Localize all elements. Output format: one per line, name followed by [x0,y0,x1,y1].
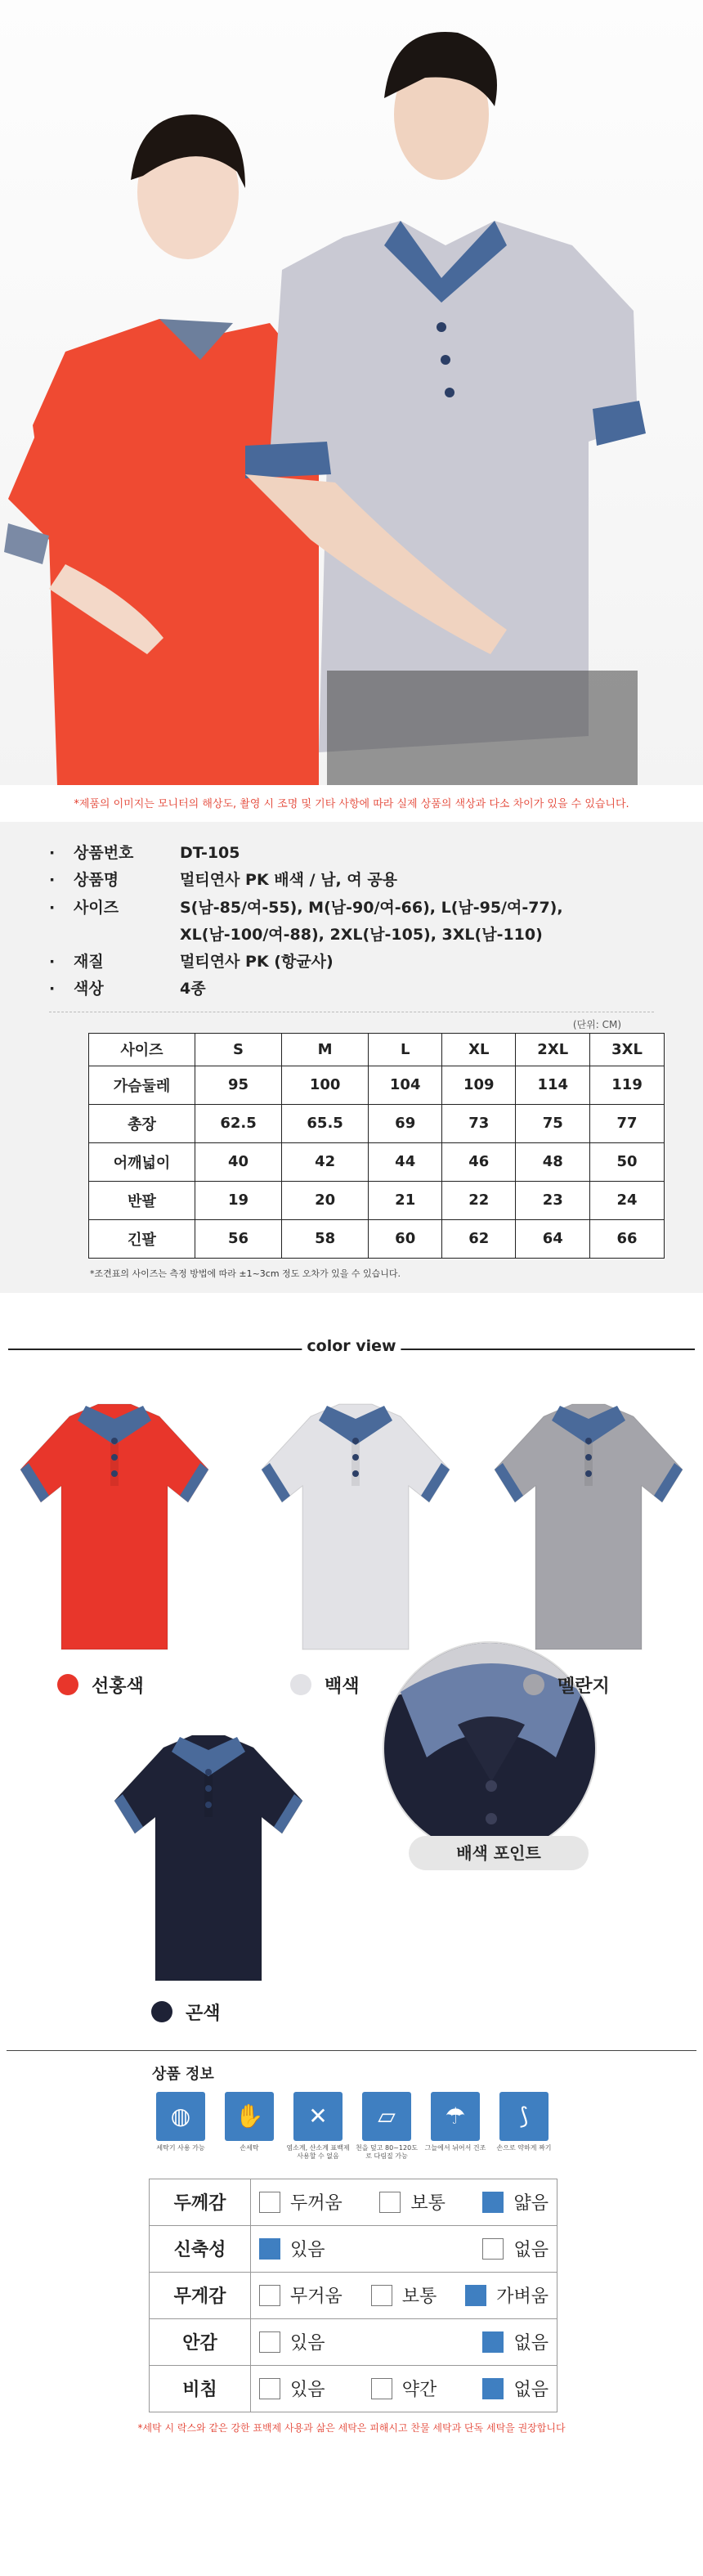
size-cell: 23 [516,1181,590,1219]
table-row [150,2365,557,2412]
info-divider [7,2050,696,2051]
no-bleach-icon: ✕ [293,2092,343,2141]
checkbox-checked[interactable] [482,2331,504,2353]
spec-value [180,867,654,894]
size-header-cell: S [195,1033,282,1066]
table-row [150,2179,557,2225]
wash-note: *세탁 시 락스와 같은 강한 표백제 사용과 삶은 세탁은 피해시고 찬물 세탁과 단독 세탁을 권장합니다 [137,2421,566,2434]
color-name: 멜란지 [557,1676,610,1697]
size-cell: 20 [282,1181,369,1219]
attribute-table [149,2179,557,2412]
color-option[interactable] [57,1672,144,1698]
product-info-title: 상품 정보 [152,2065,214,2083]
bullet: · [49,844,56,862]
size-cell: 56 [195,1219,282,1258]
size-cell: 69 [369,1104,442,1142]
size-cell: 46 [442,1142,516,1181]
option-label: 두꺼움 [290,2193,343,2214]
checkbox[interactable] [482,2238,504,2260]
care-icon-item [217,2092,281,2170]
polo-shirt-icon [16,1396,213,1658]
size-cell: 22 [442,1181,516,1219]
attribute-options [251,2179,557,2225]
size-table [88,1033,665,1259]
option-0-0[interactable] [259,2189,343,2215]
color-disclaimer: *제품의 이미지는 모니터의 해상도, 촬영 시 조명 및 기타 사항에 따라 실제 상품의 색상과 다소 차이가 있을 수 있습니다. [0,785,703,822]
size-cell: 62 [442,1219,516,1258]
option-label: 보통 [410,2193,446,2214]
spec-value-line: 4종 [180,980,206,999]
size-cell: 24 [590,1181,665,1219]
bullet: · [49,953,56,971]
spec-value [180,949,654,976]
option-label: 무거움 [290,2287,343,2307]
checkbox-checked[interactable] [259,2238,280,2260]
checkbox[interactable] [259,2331,280,2353]
color-name: 선홍색 [92,1676,144,1697]
option-label: 얇음 [513,2193,549,2214]
option-2-0[interactable] [259,2282,343,2308]
attribute-label: 안감 [150,2318,251,2365]
table-row [89,1219,665,1258]
color-dot [523,1674,544,1695]
shirt-swatch-image[interactable] [110,1727,307,1992]
care-caption: 염소계, 산소계 표백제 사용할 수 없음 [286,2143,350,2160]
spec-key: 사이즈 [74,898,119,917]
attribute-label: 비침 [150,2365,251,2412]
size-header-cell: M [282,1033,369,1066]
attribute-label: 신축성 [150,2225,251,2272]
washer-icon: ◍ [156,2092,205,2141]
option-1-1[interactable] [482,2236,549,2261]
polo-shirt-icon [490,1396,687,1658]
size-cell: 58 [282,1219,369,1258]
shirt-swatch-image[interactable] [490,1396,687,1661]
polo-shirt-icon [110,1727,307,1989]
care-caption: 세탁기 사용 가능 [156,2143,205,2152]
size-cell: 64 [516,1219,590,1258]
color-view-heading: color view [302,1337,401,1355]
option-2-2[interactable] [465,2282,549,2308]
size-header-row [89,1033,665,1066]
option-0-1[interactable] [379,2189,446,2215]
bullet: · [49,898,56,917]
spec-row [49,867,654,894]
size-cell: 100 [282,1066,369,1104]
checkbox[interactable] [371,2285,392,2306]
option-label: 있음 [290,2333,325,2354]
size-cell: 77 [590,1104,665,1142]
size-row-label: 반팔 [89,1181,195,1219]
hero-model-photo [0,0,703,785]
option-label: 없음 [513,2240,549,2260]
option-2-1[interactable] [371,2282,437,2308]
checkbox-checked[interactable] [465,2285,486,2306]
care-caption: 그늘에서 뉘어서 건조 [424,2143,486,2152]
checkbox-checked[interactable] [482,2378,504,2399]
size-header-cell: 2XL [516,1033,590,1066]
spec-value-line: S(남-85/여-55), M(남-90/여-66), L(남-95/여-77), [180,898,563,917]
color-dot [151,2001,172,2022]
option-label: 있음 [290,2380,325,2400]
size-header-cell: 3XL [590,1033,665,1066]
polo-shirt-icon [257,1396,454,1658]
size-cell: 109 [442,1066,516,1104]
size-cell: 73 [442,1104,516,1142]
care-icon-item [492,2092,556,2170]
size-cell: 40 [195,1142,282,1181]
size-cell: 95 [195,1066,282,1104]
size-row-label: 총장 [89,1104,195,1142]
care-caption: 손으로 약하게 짜기 [496,2143,552,2152]
table-row [150,2318,557,2365]
care-icons-row [149,2092,557,2170]
table-row [89,1104,665,1142]
care-icon-item [286,2092,350,2170]
size-header-cell: 사이즈 [89,1033,195,1066]
color-option[interactable] [151,1999,221,2025]
size-cell: 19 [195,1181,282,1219]
option-3-0[interactable] [259,2329,325,2354]
table-row [150,2272,557,2318]
option-label: 가벼움 [496,2287,549,2307]
size-cell: 65.5 [282,1104,369,1142]
color-dot [290,1674,311,1695]
table-row [89,1181,665,1219]
option-label: 약간 [401,2380,437,2400]
care-icon-item [149,2092,213,2170]
option-0-2[interactable] [482,2189,549,2215]
size-header-cell: XL [442,1033,516,1066]
size-cell: 119 [590,1066,665,1104]
bullet: · [49,980,56,999]
care-caption: 천을 덮고 80~120도로 다림질 가능 [356,2143,418,2160]
checkbox-checked[interactable] [482,2192,504,2213]
hero-illustration [0,0,703,785]
spec-row [49,949,654,976]
hand-wash-icon: ✋ [225,2092,274,2141]
size-cell: 60 [369,1219,442,1258]
color-name: 곤색 [186,2003,221,2024]
hang-dry-icon: ☂ [431,2092,480,2141]
spec-value-line: 멀티연사 PK (항균사) [180,953,334,971]
spec-value [180,976,654,1003]
option-label: 보통 [401,2287,437,2307]
color-name: 백색 [325,1676,360,1697]
no-wring-icon: ⟆ [499,2092,549,2141]
spec-row [49,895,654,949]
size-cell: 62.5 [195,1104,282,1142]
option-4-1[interactable] [371,2376,437,2401]
iron-icon: ▱ [362,2092,411,2141]
spec-key: 상품명 [74,871,119,890]
size-cell: 44 [369,1142,442,1181]
size-cell: 48 [516,1142,590,1181]
checkbox[interactable] [259,2192,280,2213]
unit-label: (단위: CM) [572,1018,621,1030]
size-cell: 50 [590,1142,665,1181]
attribute-label: 두께감 [150,2179,251,2225]
color-swatches-area [0,1363,703,2034]
spec-section [0,822,703,1293]
size-cell: 21 [369,1181,442,1219]
option-1-0[interactable] [259,2236,325,2261]
attribute-options [251,2365,557,2412]
color-option[interactable] [290,1672,360,1698]
shirt-swatch-image[interactable] [257,1396,454,1661]
option-4-0[interactable] [259,2376,325,2401]
checkbox[interactable] [259,2285,280,2306]
option-label: 없음 [513,2333,549,2354]
attribute-options [251,2272,557,2318]
spec-value-line: DT-105 [180,844,240,862]
size-cell: 42 [282,1142,369,1181]
attribute-label: 무게감 [150,2272,251,2318]
spec-value-line: 멀티연사 PK 배색 / 남, 여 공용 [180,871,398,890]
size-cell: 114 [516,1066,590,1104]
size-cell: 66 [590,1219,665,1258]
bullet: · [49,871,56,890]
table-row [150,2225,557,2272]
spec-value [180,840,654,867]
spec-row [49,976,654,1003]
spec-key: 상품번호 [74,844,134,862]
size-cell: 104 [369,1066,442,1104]
checkbox[interactable] [379,2192,401,2213]
table-row [89,1066,665,1104]
size-note: *조견표의 사이즈는 측정 방법에 따라 ±1~3cm 정도 오차가 있을 수 있습니다. [90,1268,401,1279]
spec-list [49,840,654,1003]
care-caption: 손세탁 [240,2143,259,2152]
option-4-2[interactable] [482,2376,549,2401]
spec-key: 재질 [74,953,104,971]
color-option[interactable] [523,1672,610,1698]
color-dot [57,1674,78,1695]
size-row-label: 가슴둘레 [89,1066,195,1104]
spec-row [49,840,654,867]
size-cell: 75 [516,1104,590,1142]
care-icon-item [423,2092,487,2170]
checkbox[interactable] [259,2378,280,2399]
option-label: 있음 [290,2240,325,2260]
size-row-label: 긴팔 [89,1219,195,1258]
table-row [89,1142,665,1181]
color-view-title [0,1334,703,1363]
spec-value [180,895,654,949]
attribute-options [251,2318,557,2365]
option-3-1[interactable] [482,2329,549,2354]
spec-value-line: XL(남-100/여-88), 2XL(남-105), 3XL(남-110) [180,925,543,944]
spec-key: 색상 [74,980,104,999]
checkbox[interactable] [371,2378,392,2399]
shirt-swatch-image[interactable] [16,1396,213,1661]
care-icon-item [355,2092,419,2170]
size-header-cell: L [369,1033,442,1066]
size-row-label: 어깨넓이 [89,1142,195,1181]
point-label: 배색 포인트 [409,1836,589,1870]
option-label: 없음 [513,2380,549,2400]
attribute-options [251,2225,557,2272]
